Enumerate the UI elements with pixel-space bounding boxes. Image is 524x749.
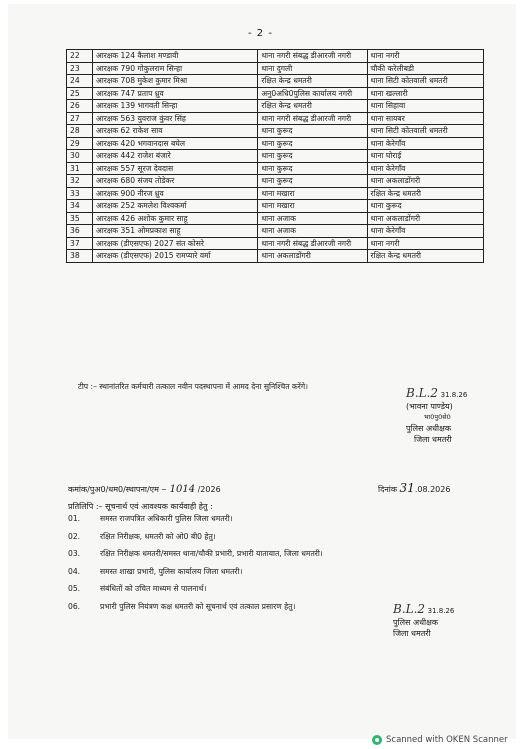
signature-date: 31.8.26 <box>427 607 455 615</box>
order-number: – 1014 <box>161 484 196 495</box>
employee-name: आरक्षक 420 भगवानदास बघेल <box>92 137 257 150</box>
row-number: 32 <box>67 175 93 188</box>
current-posting: थाना कुरूद <box>258 162 367 175</box>
employee-name: आरक्षक 708 मुकेश कुमार मिश्रा <box>92 75 257 88</box>
new-posting: थाना केरेगाँव <box>367 137 483 150</box>
new-posting: थाना सायबर <box>367 112 483 125</box>
list-item-number: 06. <box>68 601 81 611</box>
order-date <box>378 481 450 495</box>
list-item-number: 02. <box>68 531 81 541</box>
signature-date: 31.8.26 <box>440 391 468 399</box>
employee-name: आरक्षक 680 संजय तोडेकर <box>92 175 257 188</box>
current-posting: थाना अजाक <box>258 225 367 238</box>
signatory-title: पुलिस अधीक्षक <box>393 618 438 627</box>
row-number: 29 <box>67 137 93 150</box>
handwritten-signature: B.L.2 <box>393 602 426 616</box>
scanner-text: Scanned with OKEN Scanner <box>386 735 508 745</box>
new-posting: थाना नगरी <box>367 237 483 250</box>
table-row <box>67 200 484 213</box>
list-item-text: रक्षित निरीक्षक, धमतरी को ओ0 बी0 हेतु। <box>100 531 216 541</box>
list-item-text: संबंधितों को उचित माध्यम से पालनार्थ। <box>100 584 207 593</box>
employee-name: आरक्षक (डीएसएफ) 2027 संत कोसरे <box>92 237 257 250</box>
row-number: 23 <box>67 62 93 75</box>
table-row <box>67 137 484 150</box>
list-item-number: 05. <box>68 584 81 593</box>
current-posting: थाना कुरूद <box>258 175 367 188</box>
row-number: 34 <box>67 200 93 213</box>
current-posting: रक्षित केन्द्र धमतरी <box>258 75 367 88</box>
table-row <box>67 100 484 113</box>
table-row <box>67 150 484 163</box>
new-posting: थाना सिटी कोतवाली धमतरी <box>367 75 483 88</box>
new-posting: थाना कुरूद <box>367 200 483 213</box>
signatory-district: जिला धमतरी <box>414 435 452 444</box>
order-ref: कमांक/पुअ0/धम0/स्थापना/एम <box>68 485 159 494</box>
employee-name: आरक्षक 442 राजेश बंजारे <box>92 150 257 163</box>
row-number: 38 <box>67 250 93 263</box>
list-item-text: रक्षित निरीक्षक धमतरी/समस्त थाना/चौकी प्रभारी, प्रभारी यातायात, जिला धमतरी। <box>100 549 323 558</box>
handwritten-signature: B.L.2 <box>406 386 439 400</box>
current-posting: थाना अजाक <box>258 212 367 225</box>
row-number: 33 <box>67 187 93 200</box>
table-row <box>67 87 484 100</box>
employee-name: आरक्षक 252 कमलेश विश्वकर्मा <box>92 200 257 213</box>
table-row <box>67 187 484 200</box>
row-number: 35 <box>67 212 93 225</box>
new-posting: थाना सिटी कोतवाली धमतरी <box>367 125 483 138</box>
signatory-district: जिला धमतरी <box>393 629 431 638</box>
order-date-label: दिनांक <box>378 485 397 494</box>
current-posting: थाना अकलाडोंगरी <box>258 250 367 263</box>
current-posting: थाना नगरी संबद्ध डीआरजी नगरी <box>258 50 367 63</box>
table-row <box>67 50 484 63</box>
document-page <box>8 4 516 739</box>
scanner-watermark <box>372 735 508 745</box>
table-row <box>67 75 484 88</box>
signature-block-2 <box>393 604 454 639</box>
signatory-name: (भावना पाण्डेय) <box>406 402 453 411</box>
row-number: 36 <box>67 225 93 238</box>
employee-name: आरक्षक 563 युवराज कुंवर सिंह <box>92 112 257 125</box>
employee-name: आरक्षक 747 प्रताप ध्रुव <box>92 87 257 100</box>
row-number: 31 <box>67 162 93 175</box>
table-row <box>67 162 484 175</box>
copy-heading: प्रतिलिपि :– सूचनार्थ एवं आवश्यक कार्यवाही हेतु : <box>68 502 213 511</box>
row-number: 27 <box>67 112 93 125</box>
oken-scanner-logo-icon <box>372 735 382 745</box>
list-item-text: समस्त शाखा प्रभारी, पुलिस कार्यालय जिला धमतरी। <box>100 566 243 576</box>
current-posting: रक्षित केन्द्र धमतरी <box>258 100 367 113</box>
table-row <box>67 250 484 263</box>
new-posting: चौकी करेलीबडी <box>367 62 483 75</box>
row-number: 28 <box>67 125 93 138</box>
table-row <box>67 125 484 138</box>
new-posting: रक्षित केन्द्र धमतरी <box>367 187 483 200</box>
table-row <box>67 225 484 238</box>
current-posting: थाना दुगली <box>258 62 367 75</box>
transfer-table <box>66 49 484 263</box>
employee-name: आरक्षक 426 अशोक कुमार साहू <box>92 212 257 225</box>
list-item-number: 01. <box>68 514 81 523</box>
new-posting: थाना खल्लारी <box>367 87 483 100</box>
new-posting: थाना अकलाडोंगरी <box>367 175 483 188</box>
new-posting: थाना घोराई <box>367 150 483 163</box>
employee-name: आरक्षक 139 भागवती सिन्हा <box>92 100 257 113</box>
list-item-number: 04. <box>68 566 81 576</box>
signatory-service: भा0पु0से0 <box>424 413 451 421</box>
signatory-title: पुलिस अधीक्षक <box>406 424 451 433</box>
current-posting: थाना कुरूद <box>258 125 367 138</box>
employee-name: आरक्षक 790 गोकुलराम सिन्हा <box>92 62 257 75</box>
employee-name: आरक्षक 557 सूरज देवदास <box>92 162 257 175</box>
current-posting: थाना मखारा <box>258 200 367 213</box>
order-year: /2026 <box>197 485 221 494</box>
page-number: - 2 - <box>248 28 273 39</box>
order-reference-line <box>68 481 488 495</box>
table-row <box>67 112 484 125</box>
table-row <box>67 212 484 225</box>
employee-name: आरक्षक 124 कैलाश मण्डावी <box>92 50 257 63</box>
current-posting: थाना कुरूद <box>258 150 367 163</box>
current-posting: थाना कुरूद <box>258 137 367 150</box>
employee-name: आरक्षक 900 नीरज ध्रुव <box>92 187 257 200</box>
employee-name: आरक्षक 62 राकेश साव <box>92 125 257 138</box>
row-number: 24 <box>67 75 93 88</box>
list-item-text: समस्त राजपत्रित अधिकारी पुलिस जिला धमतरी। <box>100 514 233 523</box>
current-posting: थाना नगरी संबद्ध डीआरजी नगरी <box>258 112 367 125</box>
row-number: 25 <box>67 87 93 100</box>
row-number: 26 <box>67 100 93 113</box>
new-posting: रक्षित केन्द्र धमतरी <box>367 250 483 263</box>
current-posting: अनु0अधि0पुलिस कार्यालय नगरी <box>258 87 367 100</box>
current-posting: थाना नगरी संबद्ध डीआरजी नगरी <box>258 237 367 250</box>
list-item-number: 03. <box>68 549 81 558</box>
new-posting: थाना नगरी <box>367 50 483 63</box>
signature-block-1 <box>406 388 467 445</box>
employee-name: आरक्षक 351 ओमप्रकाश साहू <box>92 225 257 238</box>
employee-name: आरक्षक (डीएसएफ) 2015 रामप्यारे वर्मा <box>92 250 257 263</box>
list-item-text: प्रभारी पुलिस नियंत्रण कक्ष धमतरी को सूचनार्थ एवं तत्काल प्रसारण हेतु। <box>100 601 296 611</box>
table-row <box>67 62 484 75</box>
new-posting: थाना सिहावा <box>367 100 483 113</box>
table-row <box>67 237 484 250</box>
new-posting: थाना केरेगाँव <box>367 225 483 238</box>
new-posting: थाना केरेगाँव <box>367 162 483 175</box>
row-number: 30 <box>67 150 93 163</box>
order-date-rest: .08.2026 <box>414 485 451 494</box>
note-text: टीप :– स्थानांतरित कर्मचारी तत्काल नवीन पदस्थापना में आमद देना सुनिश्चित करेंगे। <box>78 382 309 391</box>
new-posting: थाना अकलाडोंगरी <box>367 212 483 225</box>
row-number: 37 <box>67 237 93 250</box>
current-posting: थाना मखारा <box>258 187 367 200</box>
row-number: 22 <box>67 50 93 63</box>
order-date-day: 31 <box>399 481 415 495</box>
table-row <box>67 175 484 188</box>
